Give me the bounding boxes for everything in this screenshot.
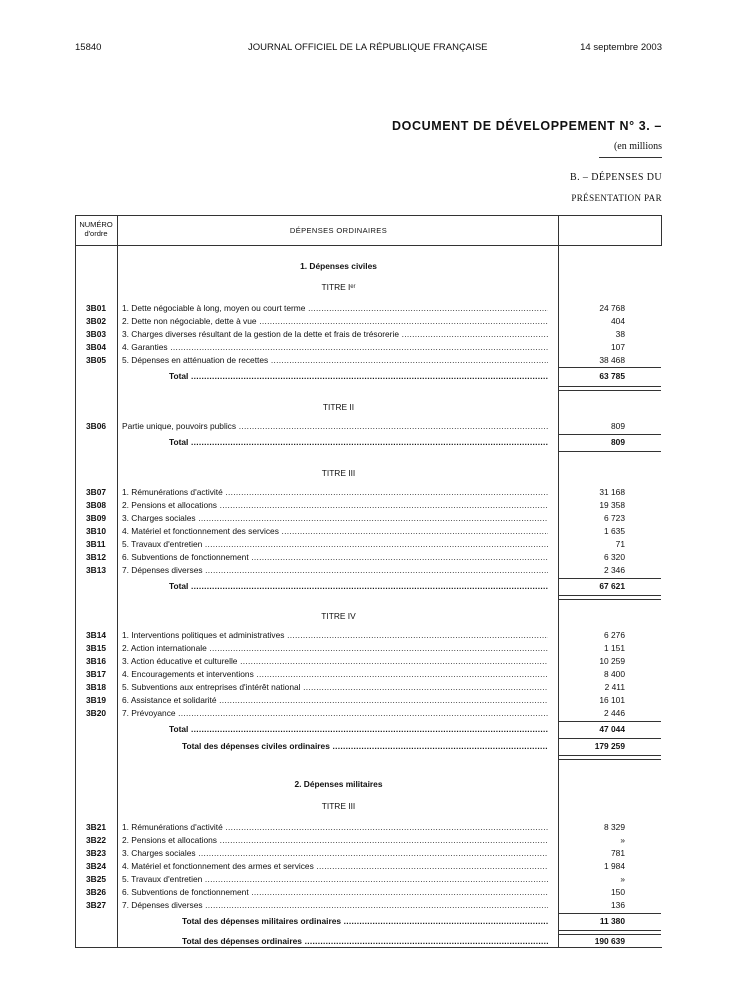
section-civil-heading: 1. Dépenses civiles [300,261,377,271]
civil-total-row: Total des dépenses civiles ordinaires ..... 179 259 [75,740,675,753]
subtotal-rule [559,434,661,435]
journal-title: JOURNAL OFFICIEL DE LA RÉPUBLIQUE FRANÇAISE [248,42,488,53]
titre-3-heading: TITRE III [321,468,356,478]
table-body [75,245,675,948]
titre-1-heading: TITRE Iᵉʳ [321,282,356,292]
table-row: 3B21 1. Rémunérations d'activité ..... 8 329 [75,821,675,834]
table-row: 3B02 2. Dette non négociable, dette à vue ..... 404 [75,315,675,328]
table-row: 3B12 6. Subventions de fonctionnement ..... 6 320 [75,551,675,564]
numero-header: NUMÉRO d'ordre [79,220,113,238]
table-row: 3B24 4. Matériel et fonctionnement des armes et services ..... 1 984 [75,860,675,873]
unit-note: (en millions [613,141,662,152]
table-row: 3B20 7. Prévoyance ..... 2 446 [75,707,675,720]
subtotal-rule [559,578,661,579]
table-row: 3B17 4. Encouragements et interventions ..... 8 400 [75,668,675,681]
total-row: Total ..... 809 [75,436,675,449]
table-row: 3B10 4. Matériel et fonctionnement des services ..... 1 635 [75,525,675,538]
table-row: 3B08 2. Pensions et allocations ..... 19 358 [75,499,675,512]
total-rule [559,738,661,739]
total-rule [559,451,661,452]
total-rule [559,930,661,931]
table-row: 3B14 1. Interventions politiques et administratives ..... 6 276 [75,629,675,642]
titre-2-heading: TITRE II [322,402,355,412]
depenses-header: DÉPENSES ORDINAIRES [289,226,388,235]
total-rule [559,386,661,387]
page-number: 15840 [75,42,102,53]
document-title: DOCUMENT DE DÉVELOPPEMENT N° 3. – [392,119,662,133]
military-total-row: Total des dépenses militaires ordinaires ..... 11 380 [75,915,675,928]
table-row: 3B18 5. Subventions aux entreprises d'intérêt national ..... 2 411 [75,681,675,694]
table-row: 3B23 3. Charges sociales ..... 781 [75,847,675,860]
table-row: 3B01 1. Dette négociable à long, moyen ou court terme ..... 24 768 [75,302,675,315]
table-row: 3B26 6. Subventions de fonctionnement ..... 150 [75,886,675,899]
table-row: 3B05 5. Dépenses en atténuation de recettes ..... 38 468 [75,354,675,367]
total-rule [559,599,661,600]
publication-date: 14 septembre 2003 [580,42,662,53]
total-rule [559,755,661,756]
column-divider [661,215,662,245]
presentation-heading: PRÉSENTATION PAR [571,193,662,203]
subtotal-rule [559,913,661,914]
subtotal-rule [559,367,661,368]
table-row: 3B07 1. Rémunérations d'activité ..... 31 168 [75,486,675,499]
table-row: 3B16 3. Action éducative et culturelle ..... 10 259 [75,655,675,668]
table-row: 3B03 3. Charges diverses résultant de la gestion de la dette et frais de trésorerie ..... 38 [75,328,675,341]
total-rule [559,390,661,391]
total-rule [559,595,661,596]
table-row: 3B04 4. Garanties ..... 107 [75,341,675,354]
table-row: 3B27 7. Dépenses diverses ..... 136 [75,899,675,912]
titre-4-heading: TITRE IV [321,611,356,621]
title-rule [599,157,662,158]
total-row: Total ..... 47 044 [75,723,675,736]
table-row: 3B11 5. Travaux d'entretien ..... 71 [75,538,675,551]
total-row: Total ..... 63 785 [75,370,675,383]
subtotal-rule [559,721,661,722]
ordinary-total-row: Total des dépenses ordinaires ..... 190 639 [75,935,675,948]
table-row: 3B13 7. Dépenses diverses ..... 2 346 [75,564,675,577]
titre-3-military-heading: TITRE III [321,801,356,811]
total-rule [559,759,661,760]
table-row: 3B15 2. Action internationale ..... 1 151 [75,642,675,655]
table-row: 3B09 3. Charges sociales ..... 6 723 [75,512,675,525]
table-row: 3B06 Partie unique, pouvoirs publics ..... 809 [75,420,675,433]
table-row: 3B19 6. Assistance et solidarité ..... 16 101 [75,694,675,707]
table-row: 3B25 5. Travaux d'entretien ..... » [75,873,675,886]
section-heading: B. – DÉPENSES DU [570,172,662,183]
table-row: 3B22 2. Pensions et allocations ..... » [75,834,675,847]
total-row: Total ..... 67 621 [75,580,675,593]
section-military-heading: 2. Dépenses militaires [294,779,383,789]
